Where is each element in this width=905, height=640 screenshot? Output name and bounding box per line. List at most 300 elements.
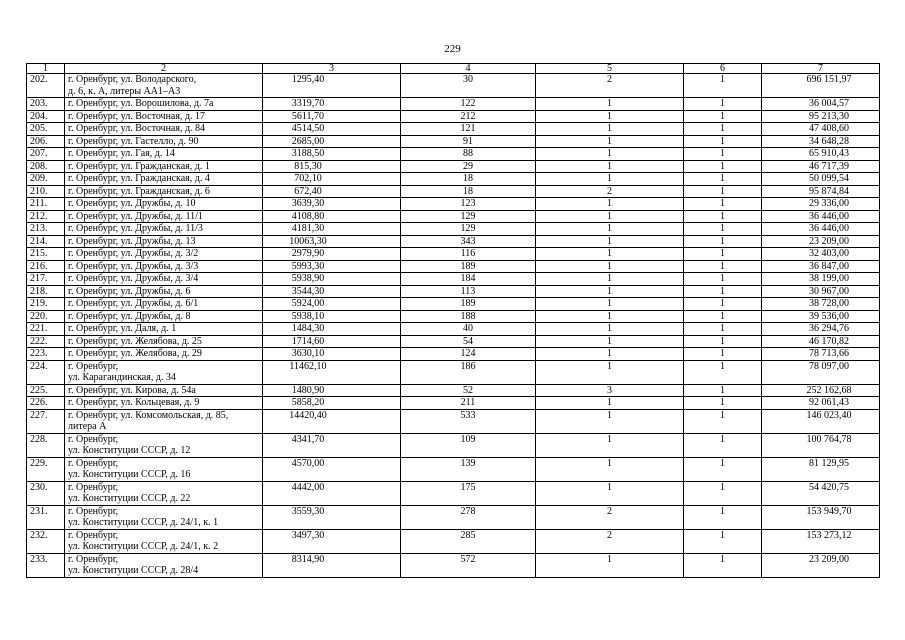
table-row [27,185,880,198]
address-cell [65,529,263,553]
row-number-cell: 206. [27,135,65,148]
column-6-cell: 1 [684,198,762,211]
amount-cell: 23 209,00 [762,235,880,248]
address-line: г. Оренбург, [68,505,119,517]
address-line: г. Оренбург, ул. Восточная, д. 17 [68,110,206,122]
amount-cell: 30 967,00 [762,285,880,298]
column-4-cell: 572 [401,553,536,577]
table-row [27,360,880,384]
column-5-cell: 1 [536,198,684,211]
table-row [27,529,880,553]
address-line: г. Оренбург, ул. Кирова, д. 54а [68,384,196,396]
row-number-cell: 213. [27,223,65,236]
address-line: г. Оренбург, [68,529,119,541]
column-6-cell: 1 [684,273,762,286]
column-6-cell: 1 [684,260,762,273]
address-line: г. Оренбург, ул. Дружбы, д. 6 [68,285,191,297]
row-number-cell: 217. [27,273,65,286]
column-4-cell: 88 [401,148,536,161]
address-cell [65,235,263,248]
address-cell [65,185,263,198]
amount-cell: 34 648,28 [762,135,880,148]
address-cell [65,285,263,298]
row-number-cell: 214. [27,235,65,248]
column-4-cell: 123 [401,198,536,211]
address-cell [65,348,263,361]
row-number-cell: 204. [27,110,65,123]
address-cell [65,298,263,311]
area-cell: 1480,90 [263,384,401,397]
address-line: г. Оренбург, ул. Гастелло, д. 90 [68,135,199,147]
table-row [27,74,880,98]
amount-cell: 252 162,68 [762,384,880,397]
area-cell: 4514,50 [263,123,401,136]
column-5-cell: 2 [536,74,684,98]
table-row [27,409,880,433]
address-line: ул. Карагандинская, д. 34 [68,372,176,383]
column-5-cell: 2 [536,505,684,529]
column-5-cell: 1 [536,110,684,123]
address-line: г. Оренбург, ул. Гая, д. 14 [68,148,175,159]
amount-cell: 95 213,30 [762,110,880,123]
address-cell [65,210,263,223]
address-cell [65,135,263,148]
address-cell [65,198,263,211]
column-4-cell: 285 [401,529,536,553]
area-cell: 5924,00 [263,298,401,311]
amount-cell: 65 910,43 [762,148,880,161]
table-header-row [27,64,880,74]
column-6-cell: 1 [684,98,762,111]
area-cell: 3544,30 [263,285,401,298]
column-5-cell: 1 [536,148,684,161]
table-row [27,223,880,236]
address-cell [65,260,263,273]
amount-cell: 95 874,84 [762,185,880,198]
amount-cell: 78 713,66 [762,348,880,361]
column-4-cell: 343 [401,235,536,248]
row-number-cell: 216. [27,260,65,273]
column-4-cell: 184 [401,273,536,286]
table-row [27,310,880,323]
area-cell: 5993,30 [263,260,401,273]
amount-cell: 36 446,00 [762,210,880,223]
row-number-cell: 212. [27,210,65,223]
table-row [27,110,880,123]
column-4-cell: 129 [401,210,536,223]
area-cell: 3639,30 [263,198,401,211]
address-line: г. Оренбург, ул. Дружбы, д. 11/1 [68,210,203,222]
table-row [27,457,880,481]
column-5-cell: 1 [536,553,684,577]
row-number-cell: 211. [27,198,65,211]
address-line: г. Оренбург, ул. Комсомольская, д. 85, [68,409,229,421]
amount-cell: 36 847,00 [762,260,880,273]
address-cell [65,148,263,161]
amount-cell: 38 199,00 [762,273,880,286]
column-6-cell: 1 [684,173,762,186]
table-row [27,298,880,311]
column-6-cell: 1 [684,529,762,553]
address-line: г. Оренбург, ул. Желябова, д. 25 [68,335,202,347]
address-cell [65,123,263,136]
column-6-cell: 1 [684,235,762,248]
address-line: ул. Конституции СССР, д. 12 [68,445,191,456]
table-row [27,397,880,410]
address-line: д. 6, к. А, литеры АА1–А3 [68,85,181,97]
column-6-cell: 1 [684,553,762,577]
amount-cell: 39 536,00 [762,310,880,323]
address-line: г. Оренбург, ул. Ворошилова, д. 7а [68,98,214,109]
address-line: г. Оренбург, ул. Восточная, д. 84 [68,123,206,134]
column-5-cell: 1 [536,285,684,298]
column-5-cell: 1 [536,135,684,148]
address-cell [65,248,263,261]
area-cell: 5938,10 [263,310,401,323]
row-number-cell: 221. [27,323,65,336]
column-5-cell: 1 [536,397,684,410]
row-number-cell: 220. [27,310,65,323]
table-row [27,173,880,186]
area-cell: 3630,10 [263,348,401,361]
address-cell [65,384,263,397]
table-row [27,123,880,136]
address-line: г. Оренбург, ул. Дружбы, д. 10 [68,198,196,209]
column-6-cell: 1 [684,433,762,457]
column-5-cell: 1 [536,98,684,111]
table-row [27,210,880,223]
address-line: ул. Конституции СССР, д. 24/1, к. 1 [68,517,219,528]
page-number: 229 [444,43,461,55]
row-number-cell: 210. [27,185,65,198]
address-line: ул. Конституции СССР, д. 28/4 [68,565,199,576]
amount-cell: 29 336,00 [762,198,880,211]
row-number-cell: 207. [27,148,65,161]
area-cell: 1295,40 [263,74,401,98]
table-row [27,273,880,286]
table-row [27,384,880,397]
amount-cell: 54 420,75 [762,481,880,505]
column-4-cell: 175 [401,481,536,505]
amount-cell: 23 209,00 [762,553,880,577]
column-6-cell: 1 [684,160,762,173]
column-6-cell: 1 [684,285,762,298]
row-number-cell: 209. [27,173,65,186]
table-row [27,505,880,529]
address-cell [65,335,263,348]
column-5-cell: 1 [536,310,684,323]
address-line: ул. Конституции СССР, д. 22 [68,493,191,504]
column-4-cell: 52 [401,384,536,397]
area-cell: 3559,30 [263,505,401,529]
row-number-cell: 218. [27,285,65,298]
column-6-cell: 1 [684,123,762,136]
address-line: г. Оренбург, [68,553,119,565]
address-line: г. Оренбург, ул. Дружбы, д. 3/3 [68,260,199,272]
column-6-cell: 1 [684,310,762,323]
table-row [27,148,880,161]
amount-cell: 47 408,60 [762,123,880,136]
address-cell [65,98,263,111]
row-number-cell: 226. [27,397,65,410]
column-6-cell: 1 [684,384,762,397]
column-4-cell: 29 [401,160,536,173]
amount-cell: 100 764,78 [762,433,880,457]
address-line: г. Оренбург, ул. Володарского, [68,74,197,85]
area-cell: 5611,70 [263,110,401,123]
table-row [27,248,880,261]
address-line: г. Оренбург, ул. Кольцевая, д. 9 [68,397,200,408]
amount-cell: 32 403,00 [762,248,880,261]
area-cell: 2979,90 [263,248,401,261]
column-5-cell: 2 [536,185,684,198]
column-5-cell: 1 [536,160,684,173]
table-row [27,348,880,361]
address-cell [65,323,263,336]
amount-cell: 50 099,54 [762,173,880,186]
address-line: г. Оренбург, [68,481,119,493]
column-6-cell: 1 [684,457,762,481]
amount-cell: 46 717,39 [762,160,880,173]
column-6-cell: 1 [684,360,762,384]
area-cell: 8314,90 [263,553,401,577]
address-cell [65,160,263,173]
address-line: г. Оренбург, [68,433,119,445]
amount-cell: 81 129,95 [762,457,880,481]
column-6-cell: 1 [684,298,762,311]
address-cell [65,310,263,323]
column-5-cell: 3 [536,384,684,397]
column-5-cell: 1 [536,123,684,136]
column-6-cell: 1 [684,409,762,433]
row-number-cell: 225. [27,384,65,397]
column-6-cell: 1 [684,248,762,261]
table-row [27,98,880,111]
column-5-cell: 2 [536,529,684,553]
column-5-cell: 1 [536,457,684,481]
column-5-cell: 1 [536,173,684,186]
address-line: г. Оренбург, [68,360,119,372]
area-cell: 4442,00 [263,481,401,505]
column-5-cell: 1 [536,433,684,457]
address-cell [65,433,263,457]
column-5-cell: 1 [536,260,684,273]
amount-cell: 146 023,40 [762,409,880,433]
column-6-cell: 1 [684,210,762,223]
header-cell: 6 [684,64,762,74]
amount-cell: 46 170,82 [762,335,880,348]
amount-cell: 38 728,00 [762,298,880,311]
column-4-cell: 533 [401,409,536,433]
column-4-cell: 189 [401,298,536,311]
address-cell [65,553,263,577]
address-cell [65,223,263,236]
column-4-cell: 122 [401,98,536,111]
row-number-cell: 222. [27,335,65,348]
address-line: г. Оренбург, ул. Гражданская, д. 4 [68,173,210,184]
column-5-cell: 1 [536,323,684,336]
column-6-cell: 1 [684,135,762,148]
row-number-cell: 231. [27,505,65,529]
column-6-cell: 1 [684,505,762,529]
column-4-cell: 124 [401,348,536,361]
area-cell: 4341,70 [263,433,401,457]
row-number-cell: 232. [27,529,65,553]
column-5-cell: 1 [536,481,684,505]
table-row [27,285,880,298]
address-line: ул. Конституции СССР, д. 24/1, к. 2 [68,541,219,552]
header-cell: 1 [27,64,65,74]
address-cell [65,173,263,186]
column-5-cell: 1 [536,335,684,348]
area-cell: 702,10 [263,173,401,186]
amount-cell: 153 273,12 [762,529,880,553]
amount-cell: 36 446,00 [762,223,880,236]
area-cell: 672,40 [263,185,401,198]
row-number-cell: 229. [27,457,65,481]
column-5-cell: 1 [536,210,684,223]
table-row [27,160,880,173]
area-cell: 10063,30 [263,235,401,248]
column-4-cell: 54 [401,335,536,348]
address-line: г. Оренбург, [68,457,119,469]
column-4-cell: 186 [401,360,536,384]
area-cell: 11462,10 [263,360,401,384]
amount-cell: 696 151,97 [762,74,880,98]
column-6-cell: 1 [684,335,762,348]
header-cell: 2 [65,64,263,74]
area-cell: 815,30 [263,160,401,173]
column-4-cell: 212 [401,110,536,123]
header-cell: 5 [536,64,684,74]
amount-cell: 36 004,57 [762,98,880,111]
row-number-cell: 208. [27,160,65,173]
area-cell: 5938,90 [263,273,401,286]
column-4-cell: 139 [401,457,536,481]
column-4-cell: 30 [401,74,536,98]
table-row [27,235,880,248]
address-line: г. Оренбург, ул. Желябова, д. 29 [68,348,202,359]
column-4-cell: 188 [401,310,536,323]
row-number-cell: 203. [27,98,65,111]
data-table [26,63,880,578]
address-line: г. Оренбург, ул. Дружбы, д. 6/1 [68,298,199,309]
address-cell [65,74,263,98]
header-cell: 4 [401,64,536,74]
address-line: г. Оренбург, ул. Гражданская, д. 1 [68,160,210,172]
row-number-cell: 227. [27,409,65,433]
address-line: г. Оренбург, ул. Дружбы, д. 8 [68,310,191,322]
address-cell [65,110,263,123]
column-4-cell: 189 [401,260,536,273]
area-cell: 14420,40 [263,409,401,433]
address-line: г. Оренбург, ул. Даля, д. 1 [68,323,177,334]
column-5-cell: 1 [536,248,684,261]
area-cell: 4181,30 [263,223,401,236]
table-row [27,481,880,505]
address-cell [65,360,263,384]
table-row [27,323,880,336]
amount-cell: 153 949,70 [762,505,880,529]
column-4-cell: 211 [401,397,536,410]
address-cell [65,481,263,505]
address-cell [65,505,263,529]
area-cell: 1714,60 [263,335,401,348]
column-4-cell: 116 [401,248,536,261]
column-4-cell: 278 [401,505,536,529]
table-row [27,260,880,273]
address-line: г. Оренбург, ул. Дружбы, д. 3/4 [68,273,199,284]
column-5-cell: 1 [536,273,684,286]
row-number-cell: 228. [27,433,65,457]
address-line: ул. Конституции СССР, д. 16 [68,469,191,480]
area-cell: 2685,00 [263,135,401,148]
column-4-cell: 18 [401,173,536,186]
amount-cell: 36 294,76 [762,323,880,336]
column-6-cell: 1 [684,110,762,123]
column-6-cell: 1 [684,185,762,198]
column-5-cell: 1 [536,409,684,433]
address-line: литера А [68,421,107,432]
column-6-cell: 1 [684,481,762,505]
address-line: г. Оренбург, ул. Дружбы, д. 11/3 [68,223,203,234]
area-cell: 4570,00 [263,457,401,481]
column-4-cell: 113 [401,285,536,298]
address-line: г. Оренбург, ул. Дружбы, д. 3/2 [68,248,199,259]
table-row [27,433,880,457]
amount-cell: 78 097,00 [762,360,880,384]
row-number-cell: 230. [27,481,65,505]
area-cell: 4108,80 [263,210,401,223]
header-cell: 3 [263,64,401,74]
column-4-cell: 40 [401,323,536,336]
row-number-cell: 233. [27,553,65,577]
column-6-cell: 1 [684,148,762,161]
table-row [27,135,880,148]
table-row [27,198,880,211]
amount-cell: 92 061,43 [762,397,880,410]
column-5-cell: 1 [536,223,684,236]
row-number-cell: 224. [27,360,65,384]
column-5-cell: 1 [536,298,684,311]
column-4-cell: 129 [401,223,536,236]
header-cell: 7 [762,64,880,74]
column-5-cell: 1 [536,348,684,361]
area-cell: 3188,50 [263,148,401,161]
area-cell: 5858,20 [263,397,401,410]
address-cell [65,397,263,410]
address-line: г. Оренбург, ул. Гражданская, д. 6 [68,185,210,197]
column-6-cell: 1 [684,348,762,361]
address-cell [65,457,263,481]
column-4-cell: 91 [401,135,536,148]
address-line: г. Оренбург, ул. Дружбы, д. 13 [68,235,196,247]
column-4-cell: 121 [401,123,536,136]
column-4-cell: 109 [401,433,536,457]
column-5-cell: 1 [536,235,684,248]
column-6-cell: 1 [684,223,762,236]
table-row [27,553,880,577]
column-4-cell: 18 [401,185,536,198]
row-number-cell: 215. [27,248,65,261]
row-number-cell: 223. [27,348,65,361]
address-cell [65,273,263,286]
column-6-cell: 1 [684,397,762,410]
column-6-cell: 1 [684,74,762,98]
column-6-cell: 1 [684,323,762,336]
area-cell: 3319,70 [263,98,401,111]
table-row [27,335,880,348]
